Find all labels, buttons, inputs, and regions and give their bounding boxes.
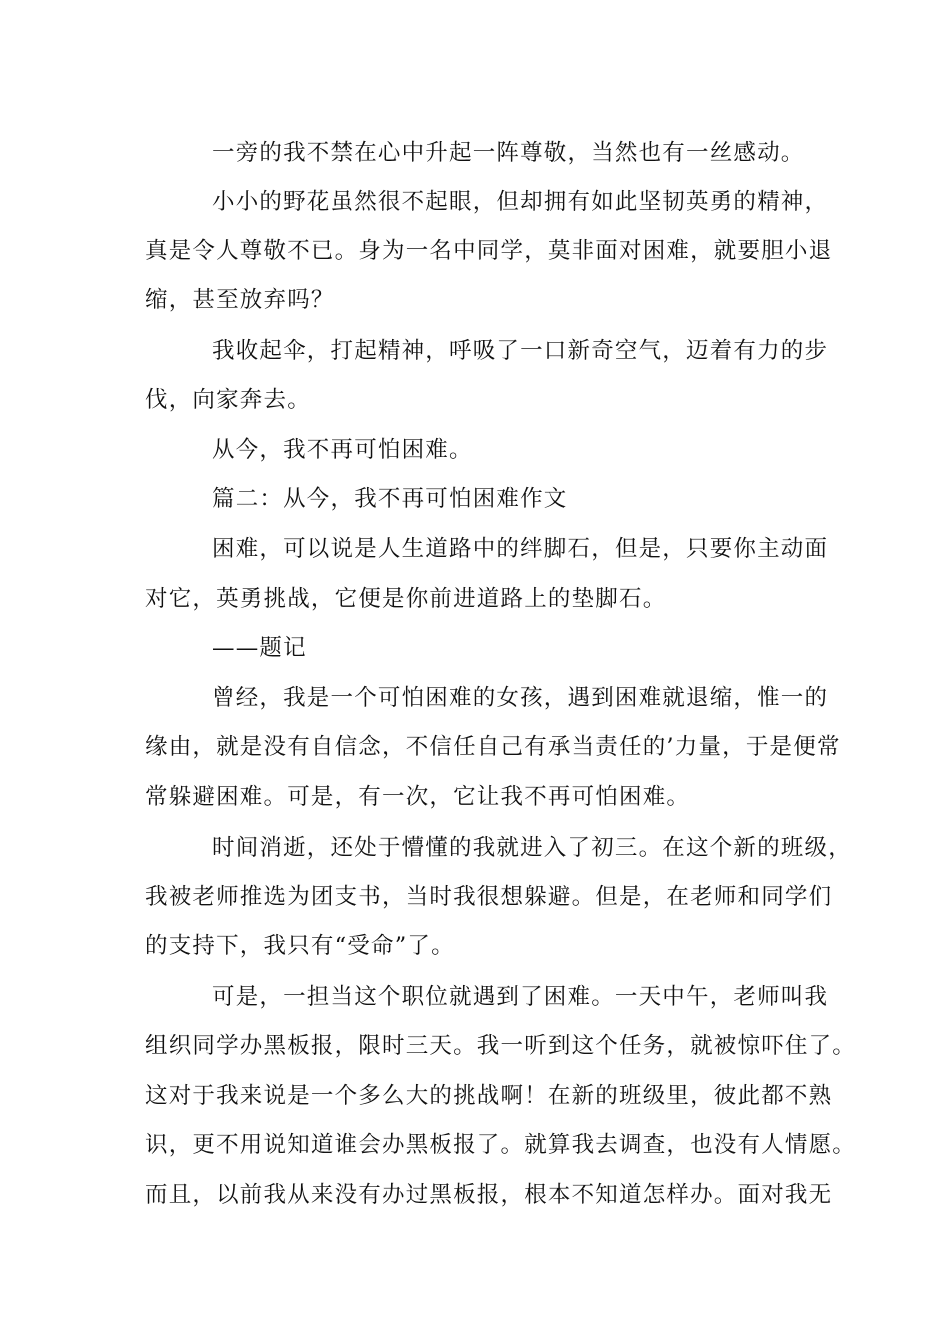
- text-line: 伐，向家奔去。: [145, 387, 311, 413]
- text-line: 缩，甚至放弃吗？: [145, 287, 335, 313]
- text-line: 时间消逝，还处于懵懂的我就进入了初三。在这个新的班级，: [212, 835, 852, 861]
- text-line: 小小的野花虽然很不起眼，但却拥有如此坚韧英勇的精神，: [212, 189, 829, 215]
- text-line: 缘由，就是没有自信念，不信任自己有承当责任的’力量，于是便常: [145, 734, 841, 760]
- text-line: 常躲避困难。可是，有一次，它让我不再可怕困难。: [145, 784, 691, 810]
- text-line: 我被老师推选为团支书，当时我很想躲避。但是，在老师和同学们: [145, 884, 833, 910]
- text-line: 困难，可以说是人生道路中的绊脚石，但是，只要你主动面: [212, 536, 829, 562]
- text-line: 曾经，我是一个可怕困难的女孩，遇到困难就退缩，惟一的: [212, 685, 829, 711]
- text-line: 这对于我来说是一个多么大的挑战啊！在新的班级里，彼此都不熟: [145, 1083, 833, 1109]
- text-line: 我收起伞，打起精神，呼吸了一口新奇空气，迈着有力的步: [212, 338, 829, 364]
- epigraph-attribution: ——题记: [212, 635, 307, 661]
- text-line: 对它，英勇挑战，它便是你前进道路上的垫脚石。: [145, 586, 667, 612]
- text-line: 真是令人尊敬不已。身为一名中同学，莫非面对困难，就要胆小退: [145, 238, 833, 264]
- text-line: 识，更不用说知道谁会办黑板报了。就算我去调查，也没有人情愿。: [145, 1132, 857, 1158]
- section-heading: 篇二：从今，我不再可怕困难作文: [212, 486, 568, 512]
- text-line: 从今，我不再可怕困难。: [212, 437, 473, 463]
- text-line: 而且，以前我从来没有办过黑板报，根本不知道怎样办。面对我无: [145, 1182, 833, 1208]
- text-line: 的支持下，我只有“受命”了。: [145, 933, 455, 959]
- text-line: 一旁的我不禁在心中升起一阵尊敬，当然也有一丝感动。: [212, 140, 805, 166]
- text-line: 组织同学办黑板报，限时三天。我一听到这个任务，就被惊吓住了。: [145, 1033, 857, 1059]
- text-line: 可是，一担当这个职位就遇到了困难。一天中午，老师叫我: [212, 984, 829, 1010]
